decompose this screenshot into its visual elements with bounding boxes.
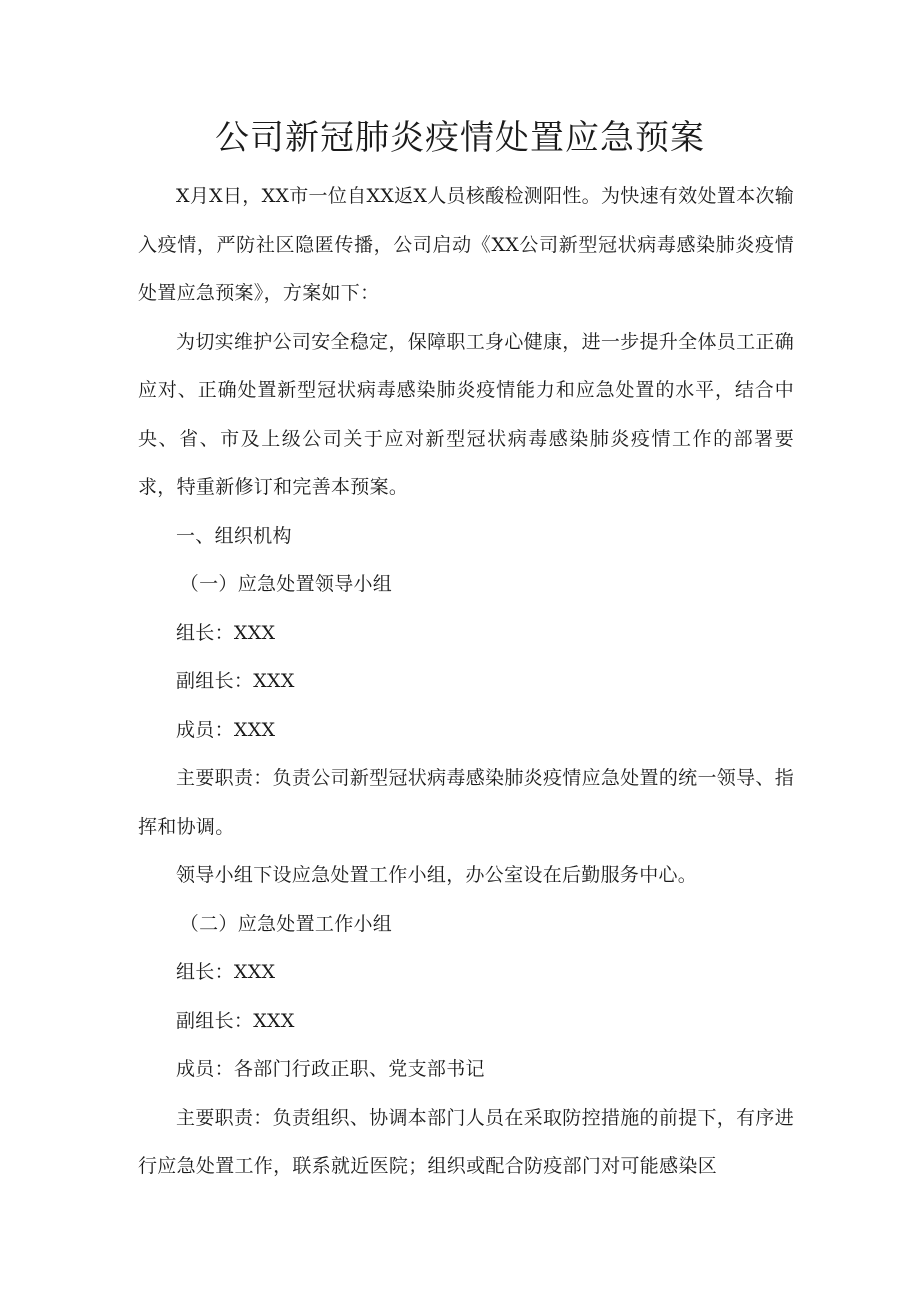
leadership-group-duties: 主要职责：负责公司新型冠状病毒感染肺炎疫情应急处置的统一领导、指挥和协调。: [138, 767, 794, 838]
section-heading-organization: 一、组织机构: [176, 524, 292, 547]
working-group-duties: 主要职责：负责组织、协调本部门人员在采取防控措施的前提下，有序进行应急处置工作，联系就近医院；组织或配合防疫部门对可能感染区: [138, 1106, 794, 1177]
purpose-paragraph: 为切实维护公司安全稳定，保障职工身心健康，进一步提升全体员工正确应对、正确处置新型冠状病毒感染肺炎疫情能力和应急处置的水平，结合中央、省、市及上级公司关于应对新型冠状病毒感染肺炎疫情工作的部署要求，特重新修订和完善本预案。: [138, 330, 794, 498]
office-note-paragraph: 领导小组下设应急处置工作小组，办公室设在后勤服务中心。: [176, 864, 698, 886]
subsection-heading-leadership-group: （一）应急处置领导小组: [179, 573, 393, 595]
intro-paragraph: X月X日，XX市一位自XX返X人员核酸检测阳性。为快速有效处置本次输入疫情，严防社区隐匿传播，公司启动《XX公司新型冠状病毒感染肺炎疫情处置应急预案》，方案如下：: [138, 185, 794, 304]
document-body: [138, 172, 794, 1191]
subsection-heading-working-group: （二）应急处置工作小组: [179, 912, 393, 935]
leadership-group-members: 成员：XXX: [176, 718, 276, 741]
working-group-deputy: 副组长：XXX: [176, 1009, 295, 1032]
leadership-group-deputy: 副组长：XXX: [176, 670, 295, 692]
document-title: 公司新冠肺炎疫情处置应急预案: [215, 118, 705, 158]
working-group-members: 成员：各部门行政正职、党支部书记: [176, 1058, 485, 1080]
leadership-group-leader: 组长：XXX: [176, 621, 276, 644]
working-group-leader: 组长：XXX: [176, 961, 276, 983]
